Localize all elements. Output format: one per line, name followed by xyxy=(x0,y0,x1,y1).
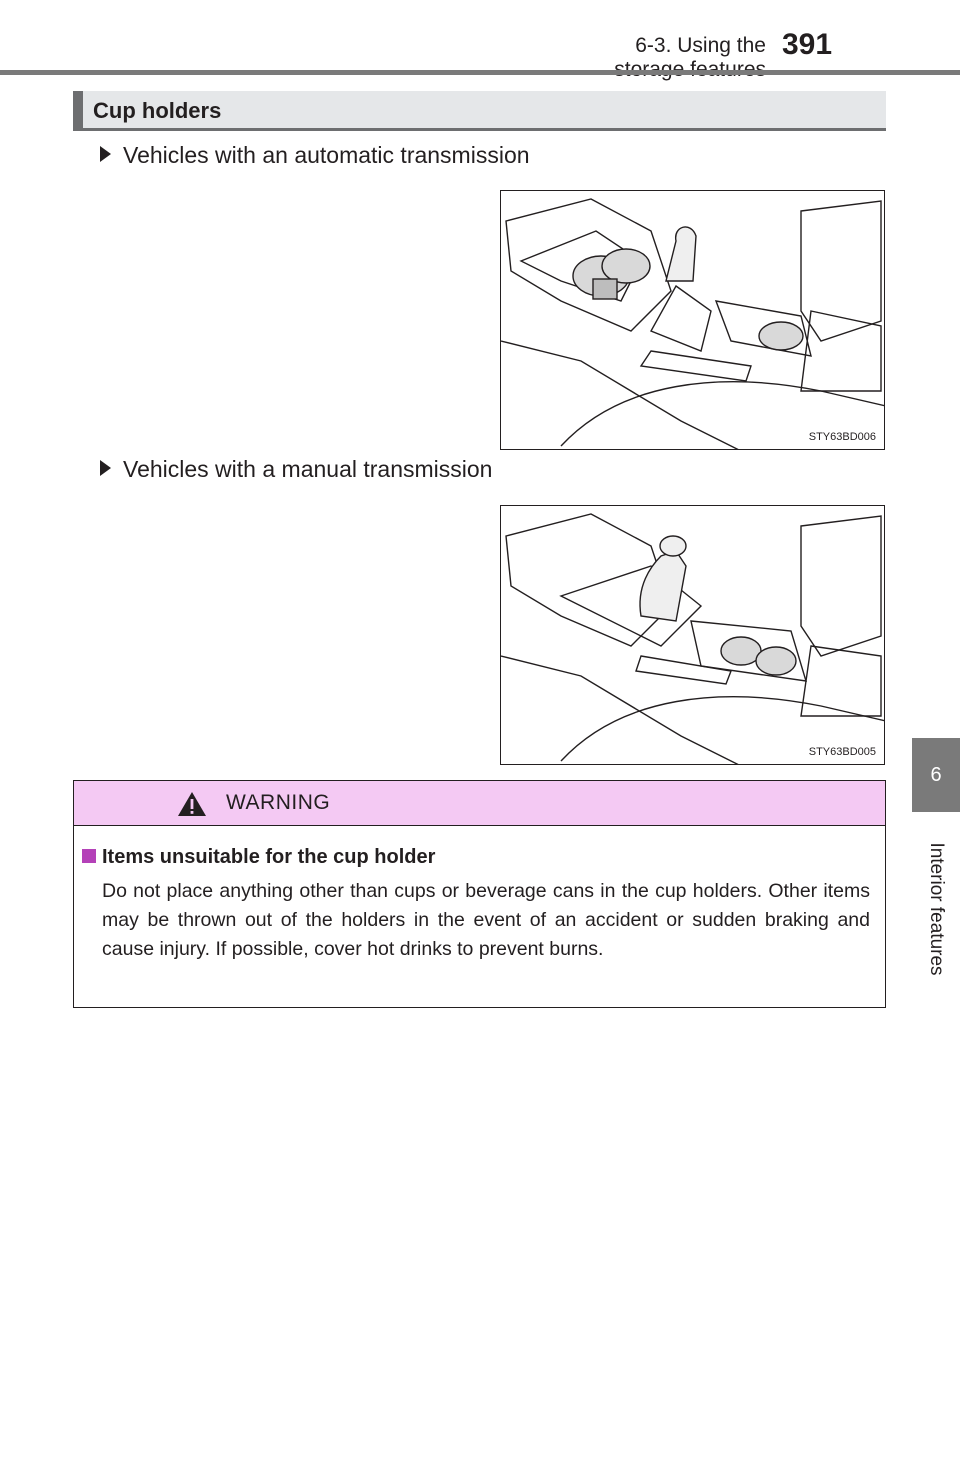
figure-code: STY63BD005 xyxy=(808,746,876,758)
arrow-bullet-icon xyxy=(100,460,111,476)
warning-header xyxy=(74,781,885,826)
running-header-title: 6-3. Using the xyxy=(635,34,766,57)
warning-item-title: Items unsuitable for the cup holder xyxy=(82,846,435,869)
section-heading xyxy=(73,91,886,131)
warning-label: WARNING xyxy=(226,791,331,814)
chapter-title: Interior features xyxy=(926,842,947,976)
square-bullet-icon xyxy=(82,849,96,863)
warning-box xyxy=(73,780,886,1008)
illustration-automatic-console xyxy=(500,190,885,450)
chapter-tab-number: 6 xyxy=(912,738,960,812)
figure-caption-automatic: Vehicles with an automatic transmission xyxy=(100,142,530,169)
header-rule xyxy=(0,70,960,75)
figure-code: STY63BD006 xyxy=(808,431,876,443)
chapter-side-label xyxy=(913,814,959,1004)
console-drawing-automatic xyxy=(501,191,885,450)
warning-body-text: Do not place anything other than cups or beverage cans in the cup holders. Other items may be thrown out of the holders in the event of an accident or sudden braking and cause injury. If possible, cover hot drinks to prevent burns. xyxy=(102,880,870,960)
section-heading-text: Cup holders xyxy=(93,98,222,123)
arrow-bullet-icon xyxy=(100,146,111,162)
illustration-manual-console xyxy=(500,505,885,765)
console-drawing-manual xyxy=(501,506,885,765)
warning-triangle-icon xyxy=(177,791,207,817)
page-number: 391 xyxy=(782,28,833,61)
figure-caption-manual: Vehicles with a manual transmission xyxy=(100,456,492,483)
